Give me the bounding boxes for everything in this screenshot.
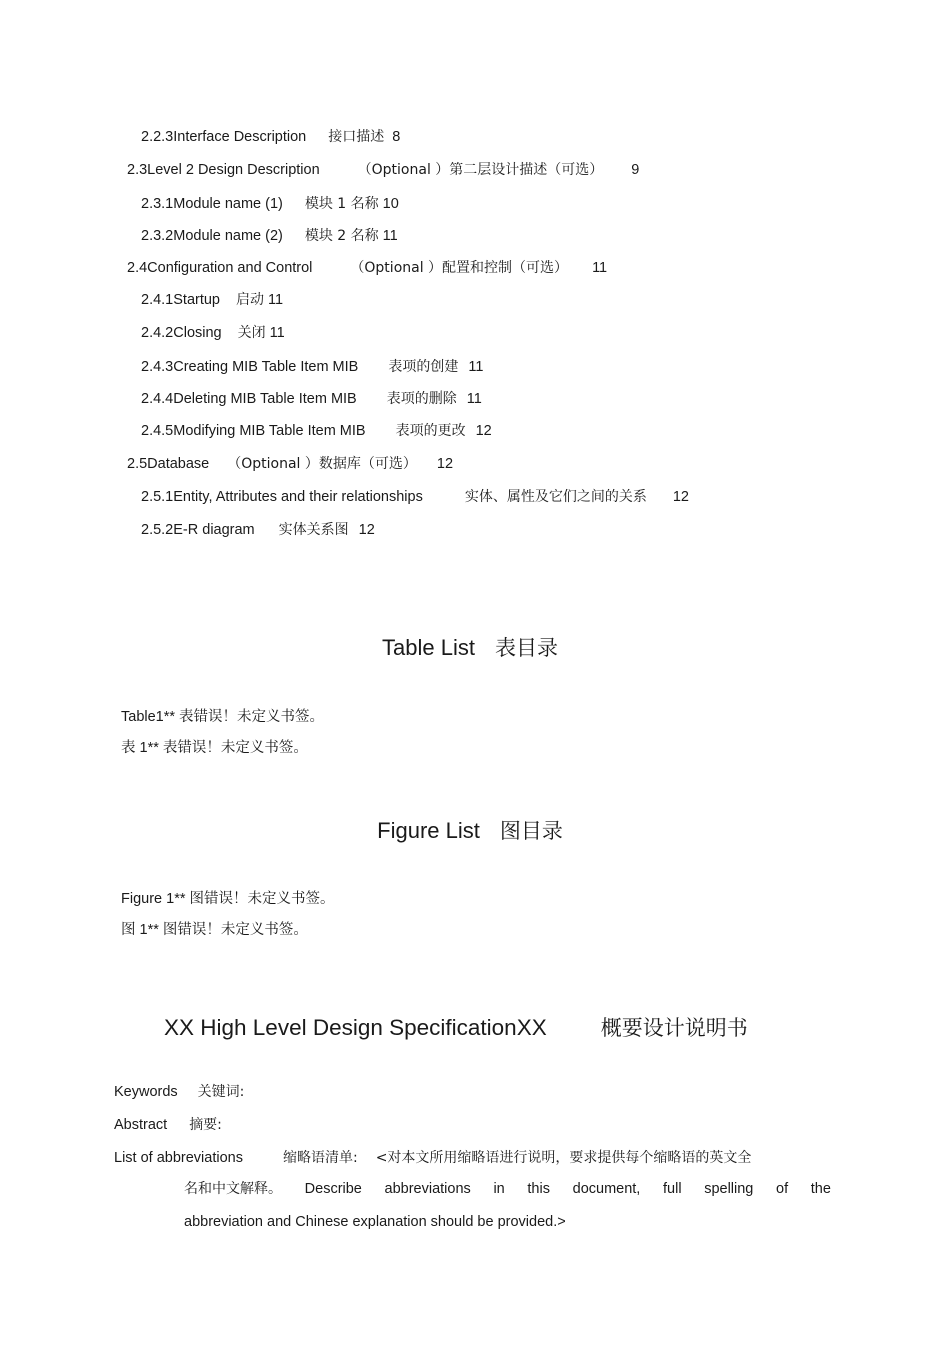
toc-entry-2-4-1[interactable] (141, 291, 283, 309)
document-title-cn: 概要设计说明书 (600, 1016, 748, 1040)
toc-entry-cn: 模块 1 名称 (304, 196, 379, 212)
toc-entry-2-4[interactable] (127, 259, 607, 277)
description-word: document, (572, 1181, 641, 1197)
toc-entry-title: 2.4.1Startup (141, 292, 220, 308)
description-word: abbreviations (384, 1181, 471, 1197)
toc-entry-2-4-4[interactable] (141, 390, 482, 408)
toc-entry-title: 2.5Database (127, 456, 210, 472)
toc-entry-title: 2.5.1Entity, Attributes and their relationships (141, 489, 423, 505)
abstract-label: Abstract (114, 1117, 168, 1133)
table-list-item[interactable] (121, 739, 308, 757)
table-list-item[interactable] (121, 708, 324, 726)
figure-list-heading-cn: 图目录 (499, 819, 563, 843)
keywords-label-cn: 关键词: (197, 1084, 245, 1100)
description-word: of (776, 1181, 789, 1197)
description-word: the (810, 1181, 831, 1197)
description-word: in (493, 1181, 505, 1197)
toc-entry-cn: 表项的删除 (386, 391, 457, 407)
abstract-line (114, 1116, 222, 1134)
toc-entry-title: 2.3.1Module name (1) (141, 196, 283, 212)
toc-entry-optional: （Optional ）数据库（可选） (227, 456, 417, 472)
toc-entry-page: 12 (358, 522, 375, 538)
keywords-line (114, 1083, 244, 1101)
figure-list-heading (0, 815, 940, 845)
toc-entry-2-5-1[interactable] (141, 488, 689, 506)
toc-entry-cn: 表项的创建 (388, 359, 459, 375)
toc-entry-cn: 启动 (236, 292, 264, 308)
description-word: this (527, 1181, 550, 1197)
description-text: abbreviation and Chinese explanation should be provided.> (184, 1214, 566, 1230)
toc-entry-title: 2.4Configuration and Control (127, 260, 313, 276)
toc-entry-2-4-2[interactable] (141, 324, 285, 342)
description-word: full (663, 1181, 682, 1197)
toc-entry-cn: 实体关系图 (278, 522, 349, 538)
figure-list-item[interactable] (121, 890, 335, 908)
toc-entry-page: 11 (382, 228, 398, 244)
abstract-label-cn: 摘要: (189, 1117, 222, 1133)
toc-entry-2-4-3[interactable] (141, 358, 483, 376)
toc-entry-title: 2.3Level 2 Design Description (127, 162, 320, 178)
table-list-heading-en: Table List (382, 635, 475, 660)
description-word: Describe (304, 1181, 362, 1197)
toc-entry-title: 2.4.2Closing (141, 325, 222, 341)
abbreviations-description-line-3 (184, 1213, 566, 1231)
document-title (164, 1012, 748, 1042)
toc-entry-page: 12 (436, 456, 454, 472)
toc-entry-cn: 实体、属性及它们之间的关系 (464, 489, 647, 505)
toc-entry-page: 11 (269, 325, 285, 341)
toc-entry-2-3[interactable] (127, 161, 639, 179)
toc-entry-cn: 模块 2 名称 (304, 228, 379, 244)
toc-entry-title: 2.2.3Interface Description (141, 129, 307, 145)
figure-list-item[interactable] (121, 921, 308, 939)
toc-entry-cn: 关闭 (237, 325, 266, 341)
toc-entry-title: 2.3.2Module name (2) (141, 228, 283, 244)
abbreviations-line (114, 1149, 751, 1167)
toc-entry-page: 12 (475, 423, 492, 439)
toc-entry-2-3-2[interactable] (141, 227, 398, 245)
toc-entry-title: 2.5.2E-R diagram (141, 522, 255, 538)
toc-entry-page: 8 (392, 129, 401, 145)
toc-entry-2-2-3[interactable] (141, 128, 400, 146)
description-word: 名和中文解释。 (184, 1181, 282, 1197)
toc-entry-page: 11 (268, 292, 284, 308)
toc-entry-2-5-2[interactable] (141, 521, 375, 539)
toc-entry-2-5[interactable] (127, 455, 453, 473)
toc-entry-page: 10 (382, 196, 399, 212)
toc-entry-cn: 表项的更改 (395, 423, 466, 439)
table-list-item-text: Table1** 表错误！未定义书签。 (121, 709, 325, 725)
toc-entry-page: 9 (631, 162, 640, 178)
toc-entry-title: 2.4.4Deleting MIB Table Item MIB (141, 391, 357, 407)
abbreviations-label: List of abbreviations (114, 1150, 243, 1166)
toc-entry-2-3-1[interactable] (141, 195, 399, 213)
table-list-heading-cn: 表目录 (494, 636, 558, 660)
toc-entry-page: 11 (466, 391, 482, 407)
table-list-heading (0, 632, 940, 662)
figure-list-item-text: 图 1** 图错误！未定义书签。 (121, 922, 308, 938)
document-title-en: XX High Level Design SpecificationXX (164, 1015, 547, 1040)
abbreviations-description-line-2 (184, 1180, 831, 1198)
abbreviations-description: <对本文所用缩略语进行说明，要求提供每个缩略语的英文全 (375, 1150, 752, 1166)
table-list-item-text: 表 1** 表错误！未定义书签。 (121, 740, 308, 756)
figure-list-heading-en: Figure List (377, 818, 480, 843)
abbreviations-label-cn: 缩略语清单: (282, 1150, 358, 1166)
toc-entry-page: 11 (468, 359, 484, 375)
toc-entry-optional: （Optional ）配置和控制（可选） (350, 260, 569, 276)
toc-entry-title: 2.4.5Modifying MIB Table Item MIB (141, 423, 366, 439)
keywords-label: Keywords (114, 1084, 178, 1100)
toc-entry-title: 2.4.3Creating MIB Table Item MIB (141, 359, 359, 375)
toc-entry-page: 12 (672, 489, 689, 505)
toc-entry-page: 11 (592, 260, 608, 276)
figure-list-item-text: Figure 1** 图错误！未定义书签。 (121, 891, 335, 907)
toc-entry-2-4-5[interactable] (141, 422, 492, 440)
description-word: spelling (704, 1181, 754, 1197)
toc-entry-optional: （Optional ）第二层设计描述（可选） (357, 162, 604, 178)
toc-entry-cn: 接口描述 (328, 129, 385, 145)
